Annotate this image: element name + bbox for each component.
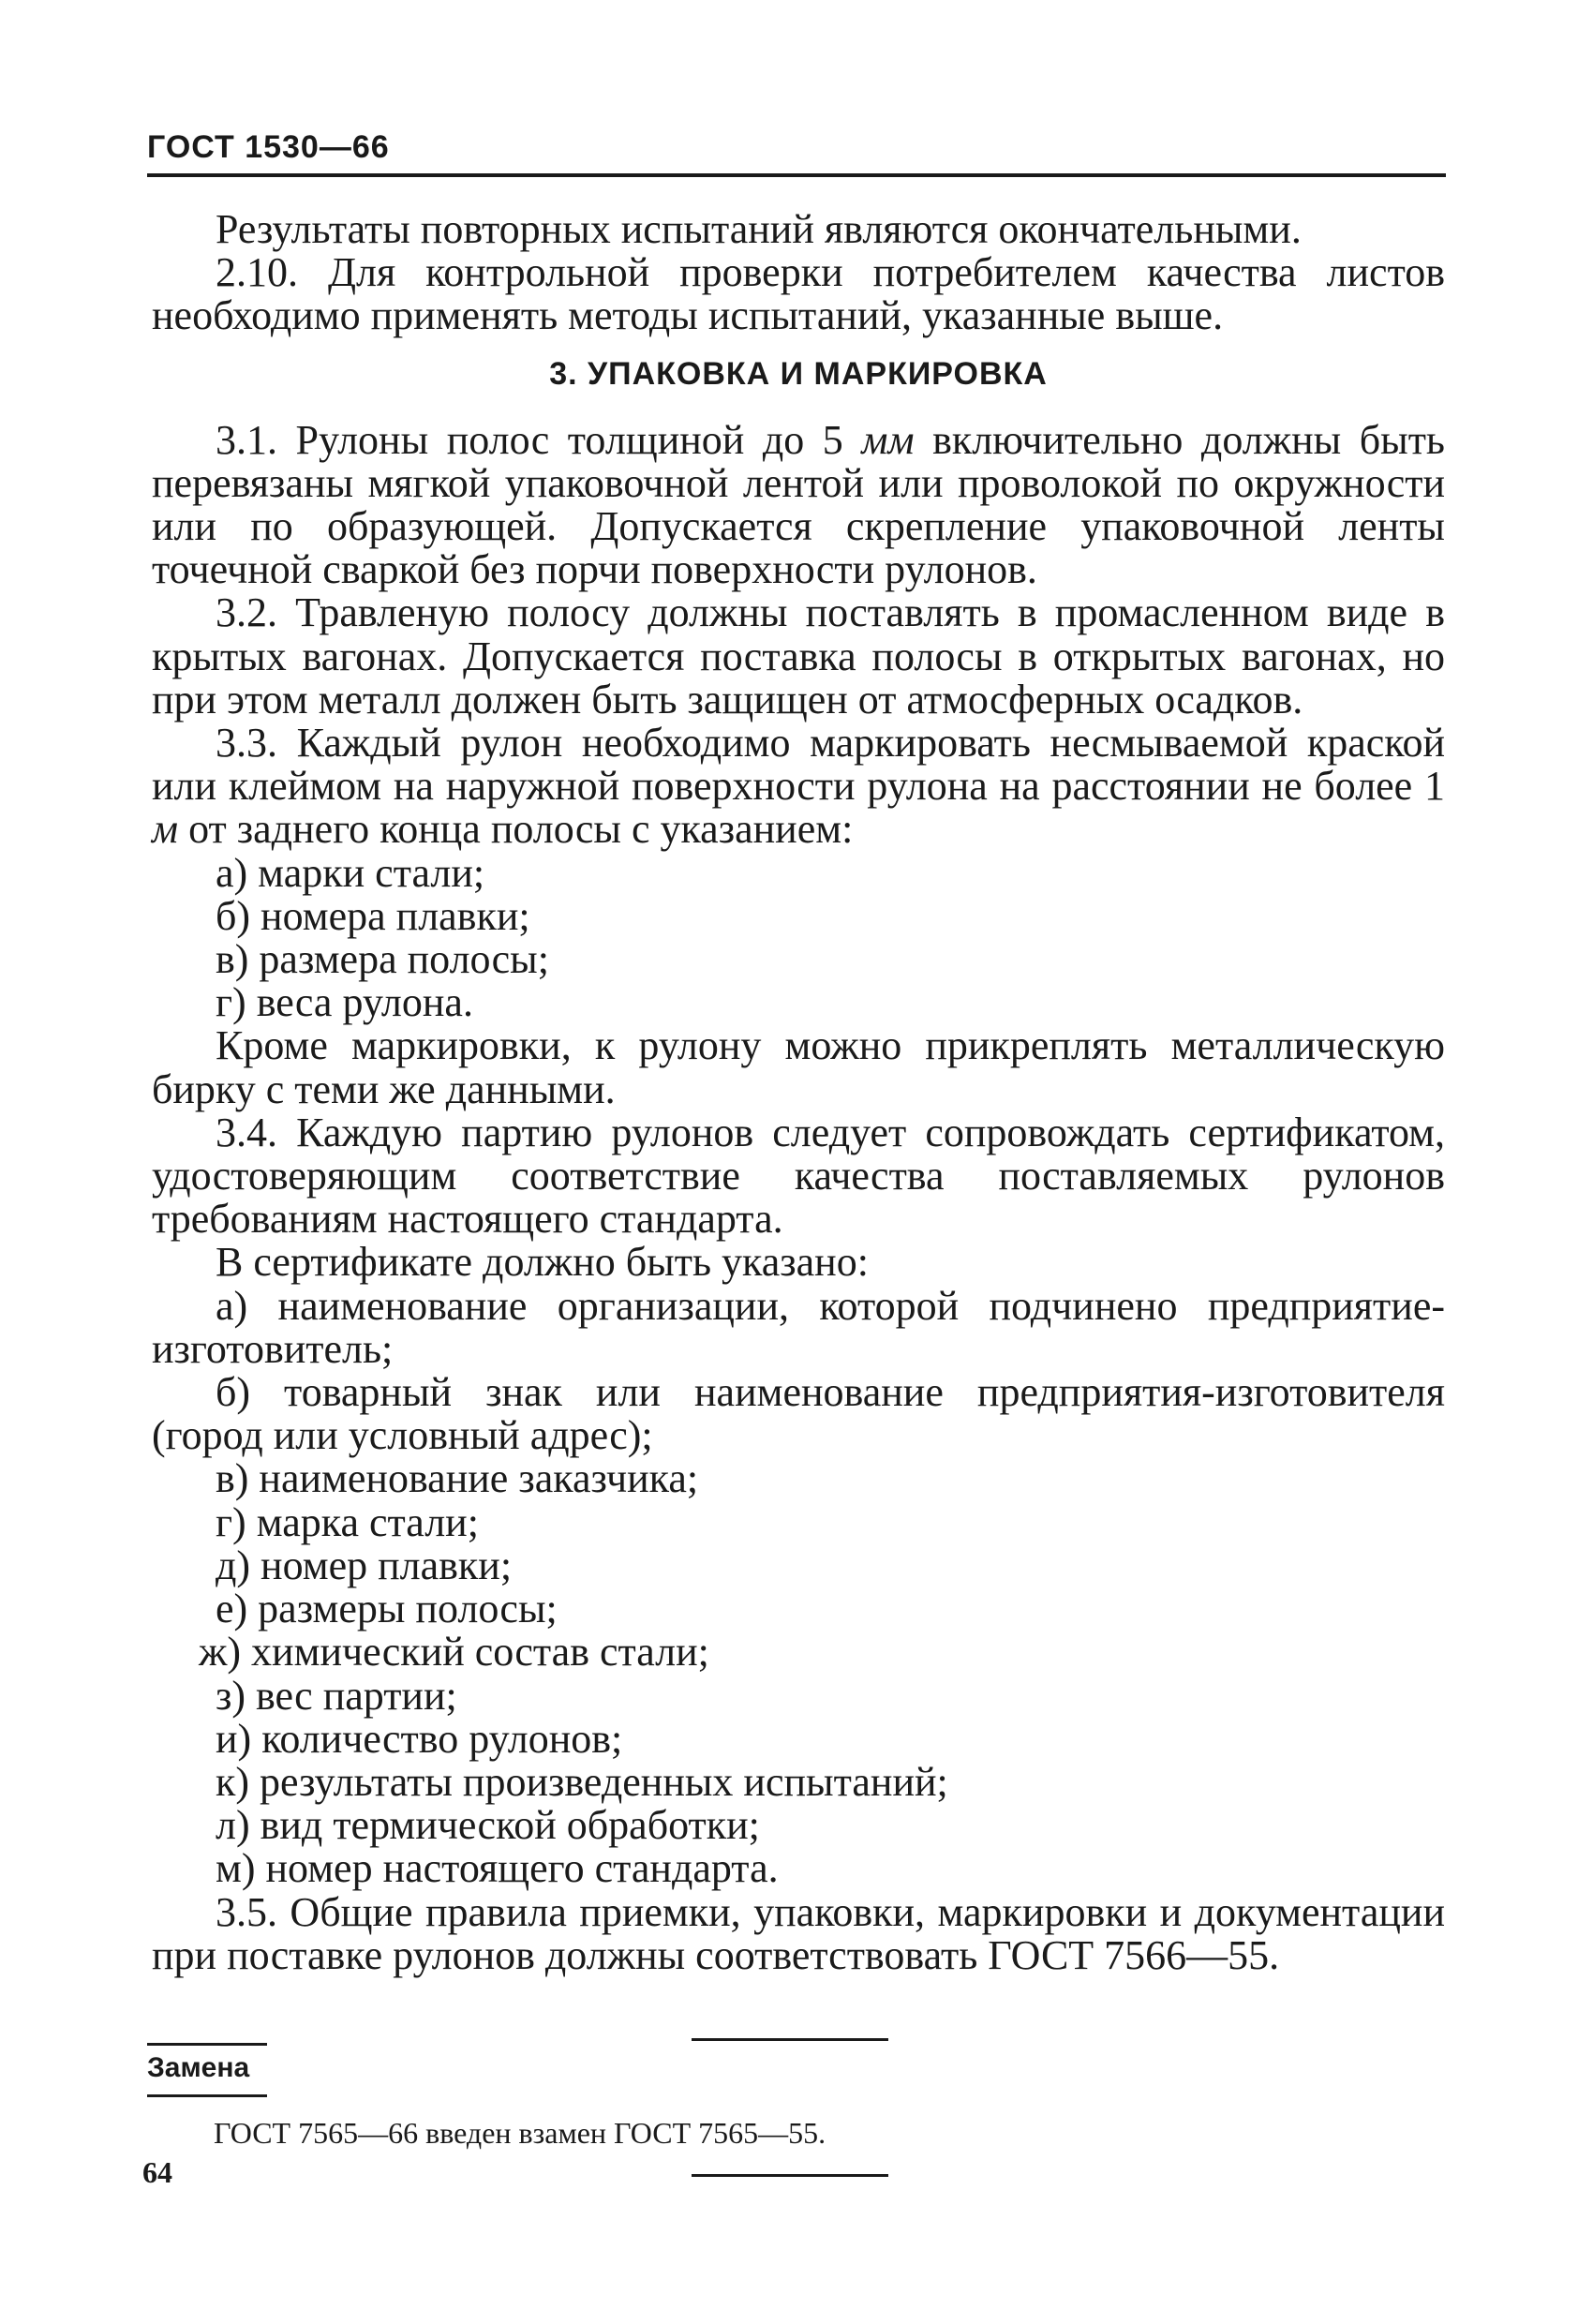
paragraph-certificate: В сертификате должно быть указано: [216, 1239, 869, 1286]
list-item: д) номер плавки; [216, 1542, 513, 1588]
list-item: б) товарный знак или наименование предприятия-изготовителя (город или условный адрес); [152, 1369, 1445, 1459]
list-item: в) наименование заказчика; [216, 1455, 699, 1502]
list-item: г) марка стали; [216, 1498, 479, 1545]
separator-rule [692, 2174, 888, 2177]
paragraph-3-3 [152, 722, 1445, 852]
list-item: а) марки стали; [216, 849, 485, 896]
list-item: а) наименование организации, которой подчинено предприятие-изготовитель; [152, 1282, 1445, 1372]
list-item: л) вид термической обработки; [216, 1802, 760, 1849]
list-item: м) номер настоящего стандарта. [216, 1845, 779, 1892]
list-item: в) размера полосы; [216, 936, 549, 983]
footnote: ГОСТ 7565—66 введен взамен ГОСТ 7565—55. [214, 2116, 826, 2150]
text-span: от заднего конца полосы с указанием: [178, 806, 854, 853]
list-item: г) веса рулона. [216, 979, 473, 1026]
list-item: б) номера плавки; [216, 892, 530, 939]
paragraph-3-5: 3.5. Общие правила приемки, упаковки, маркировки и документации при поставке рулонов должны соответствовать ГОСТ 7566—55. [152, 1888, 1445, 1978]
paragraph-3-4: 3.4. Каждую партию рулонов следует сопровождать сертификатом, удостоверяющим соответствие качества поставляемых рулонов требованиям настоящего стандарта. [152, 1109, 1445, 1243]
list-item: ж) химический состав стали; [199, 1629, 709, 1676]
list-item: и) количество рулонов; [216, 1715, 623, 1762]
list-item: е) размеры полосы; [216, 1586, 558, 1632]
document-header: ГОСТ 1530—66 [147, 129, 390, 165]
page-number: 64 [142, 2155, 172, 2189]
separator-rule [692, 2038, 888, 2041]
paragraph-3-2: 3.2. Травленую полосу должны поставлять в промасленном виде в крытых вагонах. Допускается поставка полосы в открытых вагонах, но при этом металл должен быть защищен от атмосферных осадков. [152, 589, 1445, 723]
list-item: з) вес партии; [216, 1672, 457, 1719]
paragraph-2-10: 2.10. Для контрольной проверки потребителем качества листов необходимо применять методы испытаний, указанные выше. [152, 249, 1445, 339]
section-title: 3. УПАКОВКА И МАРКИРОВКА [549, 355, 1048, 392]
header-rule [147, 173, 1446, 177]
paragraph-marking-tag: Кроме маркировки, к рулону можно прикреплять металлическую бирку с теми же данными. [152, 1022, 1445, 1112]
zamena-rule-bottom [147, 2094, 267, 2097]
zamena-rule-top [147, 2043, 267, 2046]
document-body [152, 208, 1445, 1977]
paragraph-results: Результаты повторных испытаний являются окончательными. [216, 206, 1302, 252]
text-span: включительно должны быть перевязаны мягкой упаковочной лентой или проволокой по окружности или по образующей. Допускается скрепление упаковочной ленты точечной сваркой без порчи поверхности рулонов. [152, 416, 1445, 593]
zamena-label: Замена [147, 2052, 250, 2083]
unit-mm: мм [861, 416, 915, 463]
text-span: 3.1. Рулоны полос толщиной до 5 [216, 416, 862, 463]
paragraph-3-1 [152, 416, 1445, 593]
text-span: 3.3. Каждый рулон необходимо маркировать несмываемой краской или клеймом на наружной поверхности рулона на расстоянии не более 1 [152, 720, 1445, 810]
unit-m: м [152, 806, 179, 853]
list-item: к) результаты произведенных испытаний; [216, 1758, 948, 1805]
